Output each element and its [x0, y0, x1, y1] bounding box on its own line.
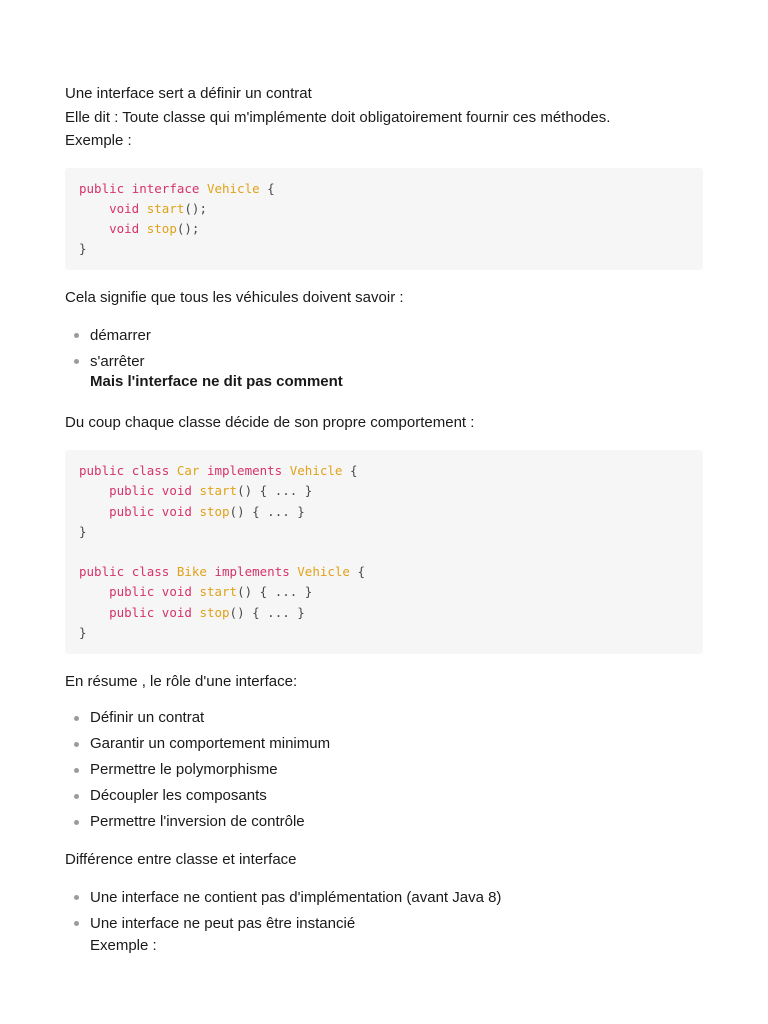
code-token: class	[131, 564, 177, 580]
list-item-text: Permettre l'inversion de contrôle	[90, 813, 305, 831]
code-token: public	[79, 180, 132, 196]
code-token: }	[79, 241, 87, 257]
code-token: Vehicle	[206, 180, 260, 196]
code-token: }	[79, 624, 87, 640]
code-token: void	[161, 483, 200, 499]
bold-note: Mais l'interface ne dit pas comment	[90, 372, 343, 390]
list-item-text: Garantir un comportement minimum	[90, 735, 331, 753]
list-item-text: Permettre le polymorphisme	[90, 761, 278, 779]
code-token: ();	[184, 200, 207, 216]
code-token: stop	[199, 604, 230, 620]
list-item	[65, 783, 703, 809]
code-token: implements	[214, 564, 298, 580]
paragraph-each-class: Du coup chaque classe décide de son propre comportement :	[65, 413, 475, 431]
code-line	[79, 623, 689, 643]
code-token	[79, 483, 109, 498]
paragraph-summary: En résume , le rôle d'une interface:	[65, 672, 298, 690]
code-line	[79, 502, 689, 522]
code-token: {	[259, 180, 275, 196]
code-token: () { ... }	[229, 604, 305, 620]
code-token: Car	[176, 463, 207, 479]
code-line	[79, 199, 689, 219]
code-token: () { ... }	[229, 503, 305, 519]
bullet-icon	[74, 768, 79, 773]
bullet-icon	[74, 716, 79, 721]
code-token: interface	[131, 180, 207, 196]
code-block-implementations	[65, 450, 703, 654]
list-item	[65, 705, 703, 731]
code-token: void	[109, 220, 147, 236]
bullet-icon	[74, 742, 79, 747]
list-item-text: s'arrêter	[90, 352, 145, 370]
list-item-text: Découpler les composants	[90, 787, 267, 805]
list-item	[65, 323, 703, 349]
code-token: stop	[199, 503, 230, 519]
code-token	[79, 201, 109, 216]
code-token: {	[342, 463, 358, 479]
code-token: public	[109, 604, 162, 620]
code-token: () { ... }	[237, 483, 313, 499]
list-differences	[65, 885, 703, 937]
code-token: Vehicle	[297, 564, 350, 580]
code-token	[79, 504, 109, 519]
paragraph-must-know: Cela signifie que tous les véhicules doivent savoir :	[65, 289, 404, 307]
code-token: {	[349, 564, 366, 580]
bullet-icon	[74, 333, 79, 338]
code-line	[79, 603, 689, 623]
code-line	[79, 219, 689, 239]
code-token: public	[109, 503, 162, 519]
code-token: Vehicle	[289, 463, 343, 479]
list-item	[65, 349, 703, 375]
code-line	[79, 542, 689, 562]
code-line	[79, 481, 689, 501]
bullet-icon	[74, 794, 79, 799]
code-line	[79, 461, 689, 481]
code-token: public	[79, 564, 132, 580]
code-token: Bike	[176, 564, 215, 580]
code-token: class	[131, 463, 177, 479]
code-line	[79, 522, 689, 542]
code-token	[79, 221, 109, 236]
code-line	[79, 582, 689, 602]
list-vehicle-actions	[65, 323, 703, 375]
list-item-text: Une interface ne contient pas d'implémentation (avant Java 8)	[90, 888, 502, 906]
code-token: start	[199, 584, 238, 600]
code-token: void	[109, 200, 147, 216]
code-token	[79, 605, 109, 620]
code-block-interface	[65, 168, 703, 271]
intro-line-1: Une interface sert a définir un contrat	[65, 85, 312, 102]
code-token	[79, 584, 109, 599]
code-token: public	[109, 584, 162, 600]
code-token: }	[79, 523, 87, 539]
bullet-icon	[74, 921, 79, 926]
bullet-icon	[74, 895, 79, 900]
code-token: start	[146, 200, 185, 216]
list-item	[65, 885, 703, 911]
bullet-icon	[74, 359, 79, 364]
code-token: stop	[146, 220, 177, 236]
code-token: implements	[206, 463, 290, 479]
list-item	[65, 731, 703, 757]
code-token: void	[161, 604, 200, 620]
code-token: start	[199, 483, 238, 499]
paragraph-difference: Différence entre classe et interface	[65, 851, 297, 869]
code-line	[79, 239, 689, 259]
intro-line-2: Elle dit : Toute classe qui m'implémente doit obligatoirement fournir ces méthodes.	[65, 108, 611, 126]
list-item-text: Définir un contrat	[90, 709, 205, 727]
code-line	[79, 562, 689, 582]
code-token: public	[79, 463, 132, 479]
code-token: void	[161, 584, 200, 600]
code-token: void	[161, 503, 200, 519]
list-interface-roles	[65, 705, 703, 835]
example-note: Exemple :	[90, 936, 157, 954]
document-content	[65, 82, 703, 957]
list-item-text: Une interface ne peut pas être instancié	[90, 914, 356, 932]
list-item	[65, 757, 703, 783]
list-item	[65, 809, 703, 835]
bullet-icon	[74, 820, 79, 825]
code-token: () { ... }	[237, 584, 313, 600]
code-token: ();	[176, 220, 200, 236]
list-item-text: démarrer	[90, 326, 151, 344]
list-item	[65, 911, 703, 937]
intro-line-3: Exemple :	[65, 132, 132, 149]
code-line	[79, 179, 689, 199]
code-token: public	[109, 483, 162, 499]
